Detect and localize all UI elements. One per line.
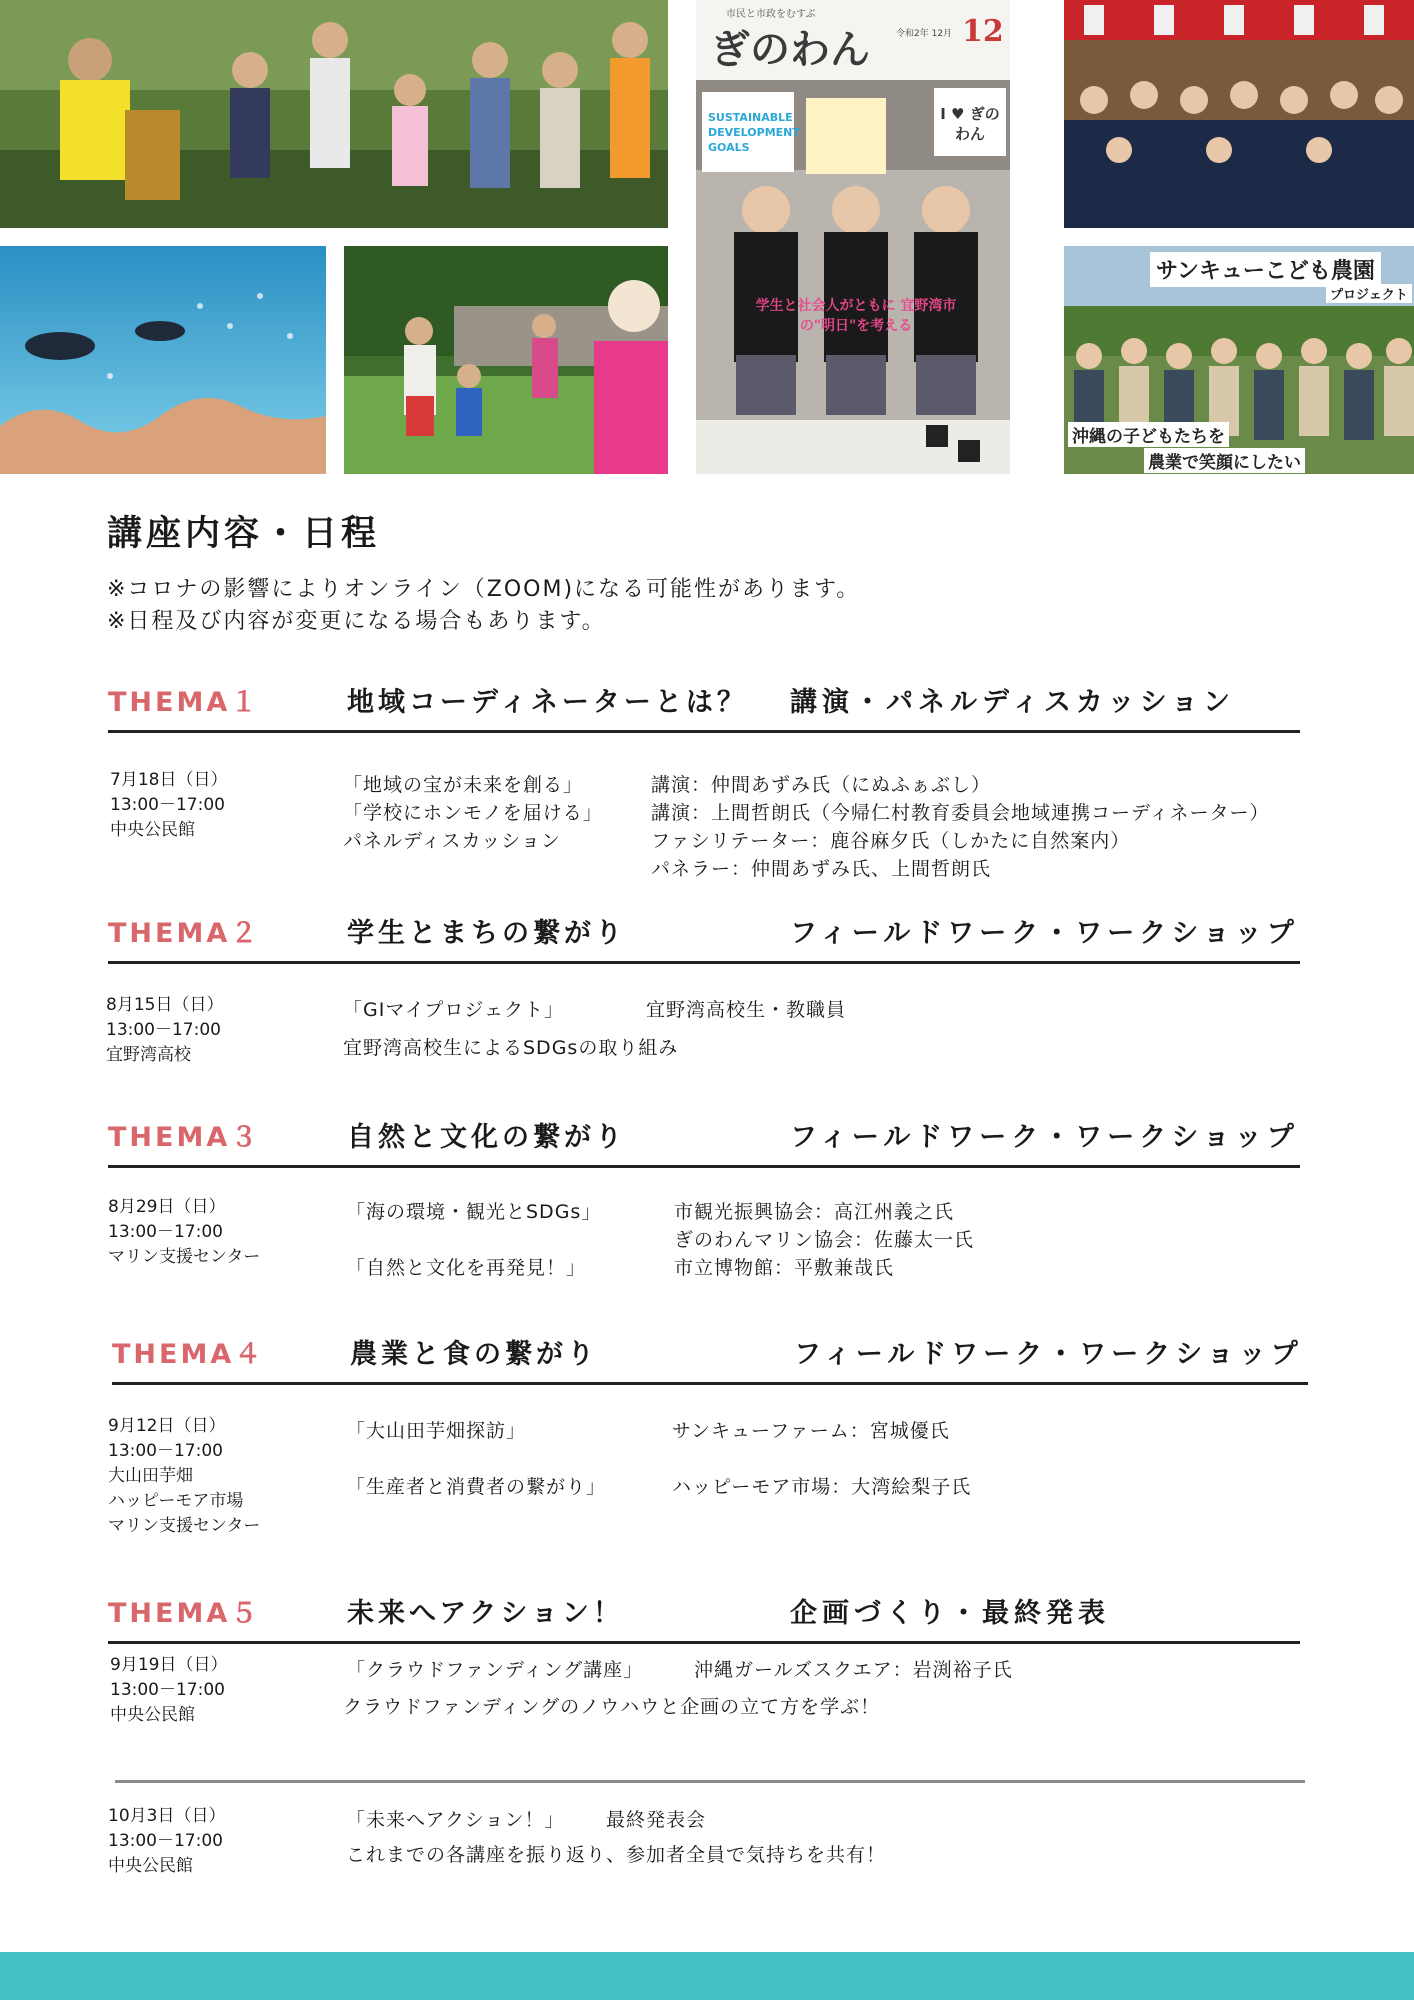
final-item: 「未来へアクション！」 — [346, 1809, 565, 1831]
thema-speaker: 宜野湾高校生・教職員 — [646, 999, 847, 1021]
thema-time: 13:00－17:00 — [108, 1441, 223, 1461]
thema-item: 「地域の宝が未来を創る」 — [343, 774, 584, 796]
thema-label: THEMA２ — [108, 918, 261, 949]
farm-subtitle: プロジェクト — [1326, 284, 1412, 303]
magazine-cover — [696, 0, 1010, 474]
thema-venue: マリン支援センター — [108, 1247, 261, 1267]
thema-venue: 中央公民館 — [110, 820, 195, 840]
thema-speaker: ハッピーモア市場：大湾絵梨子氏 — [672, 1476, 972, 1498]
thema-date: 9月19日（日） — [110, 1655, 228, 1675]
thema-venue: 中央公民館 — [110, 1705, 195, 1725]
magazine-issue: 12 — [962, 14, 1004, 49]
note-online: ※コロナの影響によりオンライン（ZOOM)になる可能性があります。 — [107, 577, 861, 602]
final-venue: 中央公民館 — [108, 1856, 193, 1876]
thema-title: 自然と文化の繋がり — [347, 1122, 626, 1153]
thema-type: フィールドワーク・ワークショップ — [794, 1339, 1303, 1370]
magazine-title: ぎのわん — [710, 26, 870, 73]
thema-divider — [112, 1382, 1308, 1385]
thema-item: 「クラウドファンディング講座」 — [346, 1659, 644, 1681]
thema-item: パネルディスカッション — [343, 830, 561, 852]
thema-title: 地域コーディネーターとは？ — [347, 687, 748, 718]
thema-label: THEMA３ — [108, 1122, 261, 1153]
thema-divider — [108, 1165, 1300, 1168]
magazine-tagline: 市民と市政をむすぶ — [726, 9, 816, 20]
i-love-sign: I ♥ ぎのわん — [940, 105, 1000, 143]
farm-project-photo — [1064, 246, 1414, 474]
cover-headline: 学生と社会人がともに 宜野湾市の"明日"を考える — [755, 298, 957, 334]
thema-venue: マリン支援センター — [108, 1516, 261, 1536]
final-info — [108, 1804, 225, 1879]
thema-label: THEMA４ — [112, 1339, 265, 1370]
thema-date: 8月29日（日） — [108, 1197, 226, 1217]
thema-item: 「海の環境・観光とSDGs」 — [346, 1201, 602, 1223]
thema-speaker: 沖縄ガールズスクエア：岩渕裕子氏 — [694, 1659, 1013, 1681]
thema-speaker: サンキューファーム：宮城優氏 — [672, 1420, 950, 1442]
footer-bar — [0, 1952, 1414, 2000]
thema-type: 講演・パネルディスカッション — [790, 687, 1236, 718]
thema-speaker: ぎのわんマリン協会：佐藤太一氏 — [674, 1229, 975, 1251]
thema-item: 「自然と文化を再発見！」 — [346, 1257, 587, 1279]
farm-caption-1: 沖縄の子どもたちを — [1068, 422, 1229, 447]
market-staff-photo — [1064, 0, 1414, 228]
thema-time: 13:00－17:00 — [106, 1020, 221, 1040]
diving-photo — [0, 246, 326, 474]
thema-speaker: 市立博物館：平敷兼哉氏 — [674, 1257, 895, 1279]
thema-speaker: ファシリテーター：鹿谷麻夕氏（しかたに自然案内） — [651, 830, 1131, 852]
thema-info — [108, 1195, 260, 1270]
thema-speaker: パネラー：仲間あずみ氏、上間哲朗氏 — [651, 858, 992, 880]
thema-speaker: 講演：仲間あずみ氏（にぬふぁぶし） — [651, 774, 992, 796]
section-title: 講座内容・日程 — [107, 514, 381, 554]
thema-time: 13:00－17:00 — [108, 1222, 223, 1242]
thema-type: フィールドワーク・ワークショップ — [790, 1122, 1299, 1153]
final-time: 13:00－17:00 — [108, 1831, 223, 1851]
thema-title: 未来へアクション！ — [347, 1598, 624, 1629]
thema-title: 学生とまちの繋がり — [347, 918, 626, 949]
beekeeping-photo — [0, 0, 668, 228]
thema-item: 宜野湾高校生によるSDGsの取り組み — [343, 1037, 679, 1059]
thema-divider — [108, 1641, 1300, 1644]
thema-date: 8月15日（日） — [106, 995, 224, 1015]
thema-item: クラウドファンディングのノウハウと企画の立て方を学ぶ！ — [343, 1696, 881, 1718]
thema-venue: ハッピーモア市場 — [108, 1491, 244, 1511]
thema-venue: 宜野湾高校 — [106, 1045, 191, 1065]
thema-type: 企画づくり・最終発表 — [790, 1598, 1110, 1629]
note-change: ※日程及び内容が変更になる場合もあります。 — [107, 609, 606, 634]
thema-item: 「学校にホンモノを届ける」 — [343, 802, 603, 824]
final-item-sub: 最終発表会 — [606, 1809, 707, 1831]
thema-time: 13:00－17:00 — [110, 795, 225, 815]
thema-item: 「GIマイプロジェクト」 — [343, 999, 564, 1021]
thema-type: フィールドワーク・ワークショップ — [790, 918, 1299, 949]
thema-info — [110, 768, 227, 843]
final-divider — [115, 1780, 1305, 1783]
magazine-date: 令和2年 12月 — [896, 29, 953, 39]
thema-info — [108, 1414, 260, 1539]
thema-date: 7月18日（日） — [110, 770, 228, 790]
thema-time: 13:00－17:00 — [110, 1680, 225, 1700]
thema-label: THEMA５ — [108, 1598, 261, 1629]
thema-date: 9月12日（日） — [108, 1416, 226, 1436]
thema-speaker: 市観光振興協会：高江州義之氏 — [674, 1201, 955, 1223]
fieldwork-photo — [344, 246, 668, 474]
sdgs-sign: SUSTAINABLE DEVELOPMENT GOALS — [708, 111, 800, 154]
thema-title: 農業と食の繋がり — [350, 1339, 598, 1370]
thema-divider — [108, 730, 1300, 733]
thema-label: THEMA１ — [108, 687, 261, 718]
thema-divider — [108, 961, 1300, 964]
thema-item: 「大山田芋畑探訪」 — [346, 1420, 527, 1442]
thema-info — [106, 993, 223, 1068]
thema-venue: 大山田芋畑 — [108, 1466, 193, 1486]
farm-title: サンキューこども農園 — [1150, 252, 1381, 287]
thema-speaker: 講演：上間哲朗氏（今帰仁村教育委員会地域連携コーディネーター） — [651, 802, 1270, 824]
thema-info — [110, 1653, 227, 1728]
farm-caption-2: 農業で笑顔にしたい — [1144, 448, 1305, 473]
final-date: 10月3日（日） — [108, 1806, 226, 1826]
thema-item: 「生産者と消費者の繋がり」 — [346, 1476, 607, 1498]
final-description: これまでの各講座を振り返り、参加者全員で気持ちを共有！ — [346, 1844, 887, 1866]
